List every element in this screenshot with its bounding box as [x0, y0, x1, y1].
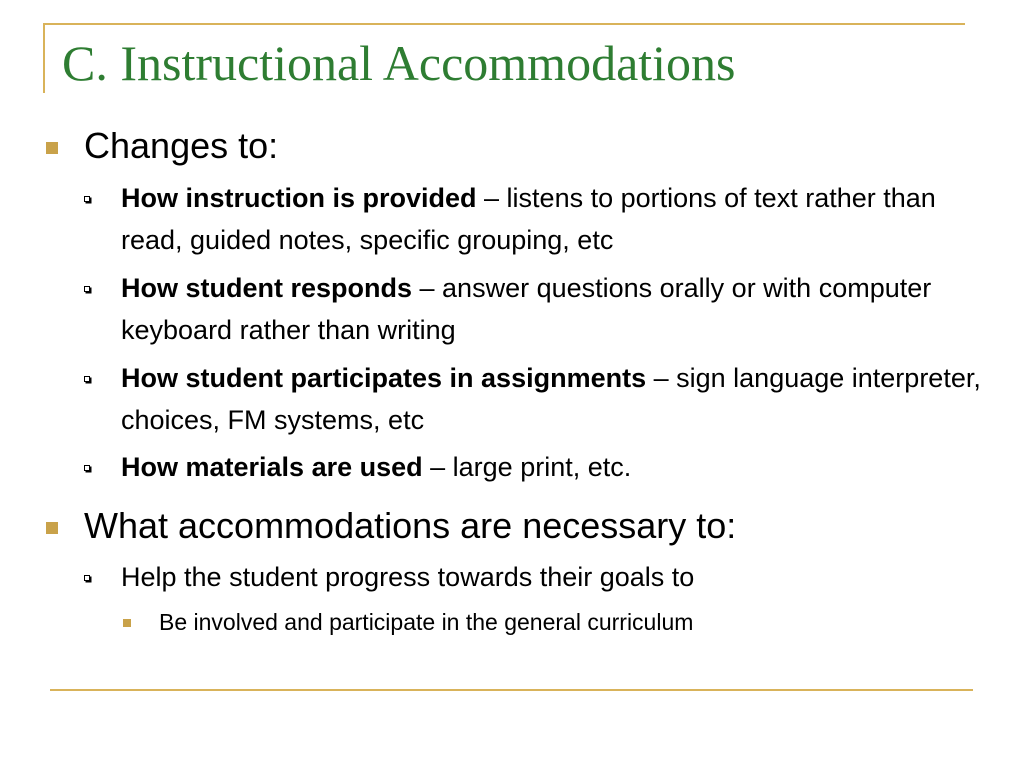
bullet-what-accommodations: What accommodations are necessary to:: [84, 505, 737, 546]
subitem-instruction-provided: How instruction is provided – listens to portions of text rather than read, guided notes, specific grouping, etc: [121, 183, 936, 255]
checkbox-bullet-icon: [84, 196, 90, 202]
frame-bottom-rule: [50, 689, 973, 691]
subitem-student-responds: How student responds – answer questions orally or with computer keyboard rather than writing: [121, 273, 932, 345]
subitem-general-curriculum: Be involved and participate in the general curriculum: [159, 609, 694, 635]
bullet-square-icon: [46, 142, 58, 154]
slide-title: C. Instructional Accommodations: [62, 35, 736, 91]
subitem-materials-used: How materials are used – large print, etc.: [121, 452, 632, 482]
checkbox-bullet-icon: [84, 465, 90, 471]
frame-top-rule: [43, 23, 965, 25]
bullet-small-square-icon: [123, 619, 131, 627]
checkbox-bullet-icon: [84, 575, 90, 581]
frame-left-rule: [43, 23, 45, 93]
subitem-help-student-progress: Help the student progress towards their goals to: [121, 562, 695, 592]
bullet-square-icon: [46, 522, 58, 534]
checkbox-bullet-icon: [84, 286, 90, 292]
checkbox-bullet-icon: [84, 376, 90, 382]
subitem-student-participates: How student participates in assignments – sign language interpreter, choices, FM systems, etc: [121, 363, 981, 435]
bullet-changes-to: Changes to:: [84, 125, 279, 166]
